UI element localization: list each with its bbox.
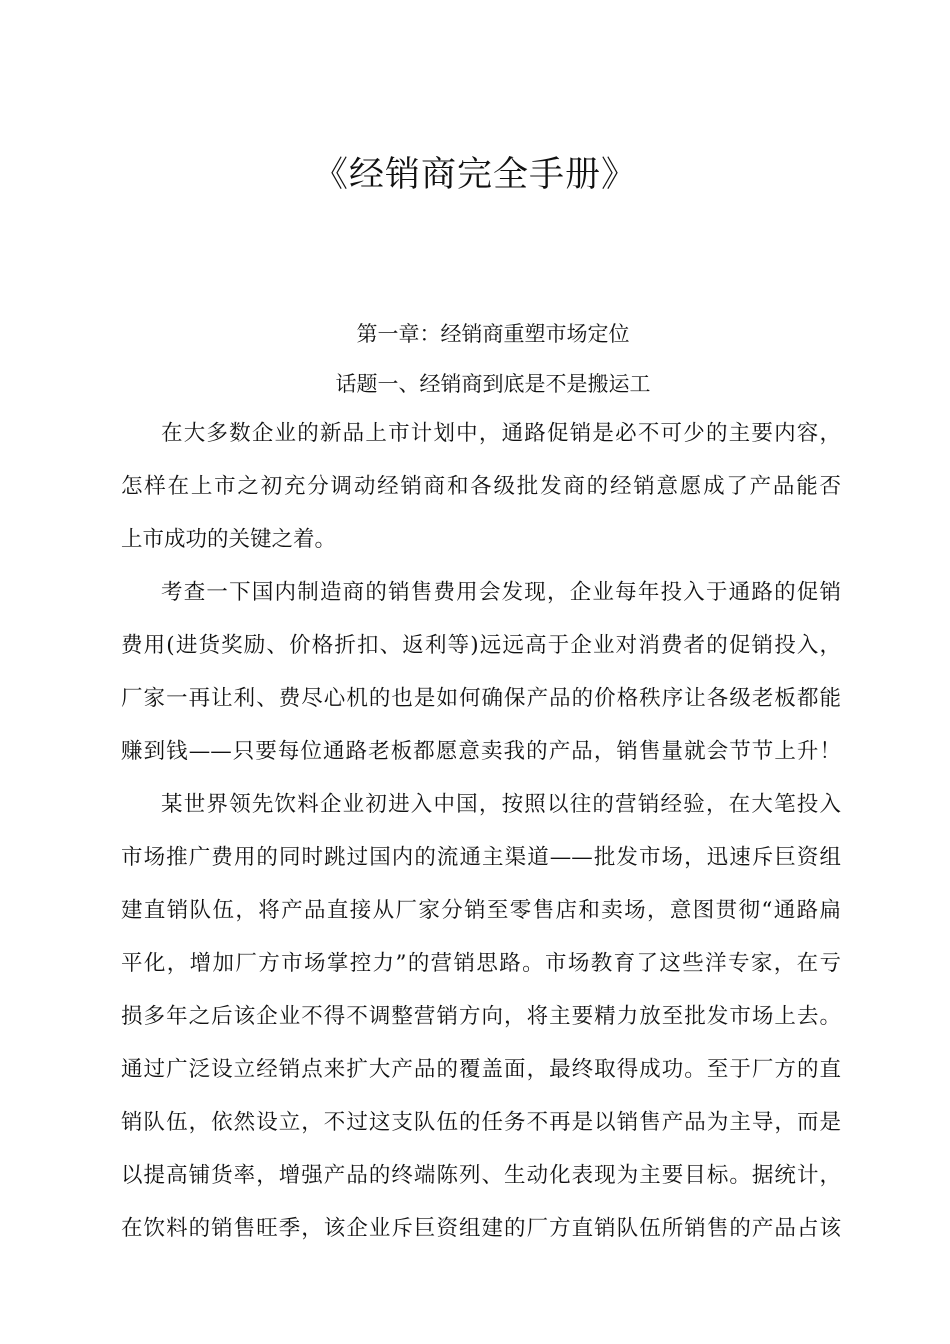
paragraph-line: 在饮料的销售旺季，该企业斥巨资组建的厂方直销队伍所销售的产品占该 xyxy=(121,1216,841,1241)
paragraph-line: 考查一下国内制造商的销售费用会发现，企业每年投入于通路的促销 xyxy=(161,580,841,605)
body-text xyxy=(121,411,841,1259)
paragraph xyxy=(121,411,841,570)
paragraph-line: 上市成功的关键之着。 xyxy=(121,527,337,552)
paragraph-line: 怎样在上市之初充分调动经销商和各级批发商的经销意愿成了产品能否 xyxy=(121,474,841,499)
paragraph-line: 销队伍，依然设立，不过这支队伍的任务不再是以销售产品为主导，而是 xyxy=(121,1110,841,1135)
paragraph-line: 某世界领先饮料企业初进入中国，按照以往的营销经验，在大笔投入 xyxy=(161,792,841,817)
paragraph-line: 市场推广费用的同时跳过国内的流通主渠道——批发市场，迅速斥巨资组 xyxy=(121,845,841,870)
paragraph-line: 建直销队伍，将产品直接从厂家分销至零售店和卖场，意图贯彻“通路扁 xyxy=(121,898,841,923)
paragraph-line: 在大多数企业的新品上市计划中，通路促销是必不可少的主要内容， xyxy=(161,421,841,446)
paragraph xyxy=(121,782,841,1259)
document-title: 《经销商完全手册》 xyxy=(312,155,637,195)
paragraph-line: 赚到钱——只要每位通路老板都愿意卖我的产品，销售量就会节节上升！ xyxy=(121,739,841,764)
paragraph-line: 厂家一再让利、费尽心机的也是如何确保产品的价格秩序让各级老板都能 xyxy=(121,686,841,711)
paragraph-line: 平化，增加厂方市场掌控力”的营销思路。市场教育了这些洋专家，在亏 xyxy=(121,951,841,976)
paragraph xyxy=(121,570,841,782)
paragraph-line: 损多年之后该企业不得不调整营销方向，将主要精力放至批发市场上去。 xyxy=(121,1004,841,1029)
paragraph-line: 以提高铺货率，增强产品的终端陈列、生动化表现为主要目标。据统计， xyxy=(121,1163,841,1188)
topic-heading: 话题一、经销商到底是不是搬运工 xyxy=(335,372,651,396)
paragraph-line: 费用(进货奖励、价格折扣、返利等)远远高于企业对消费者的促销投入， xyxy=(121,633,841,658)
chapter-heading: 第一章：经销商重塑市场定位 xyxy=(356,322,630,346)
paragraph-line: 通过广泛设立经销点来扩大产品的覆盖面，最终取得成功。至于厂方的直 xyxy=(121,1057,841,1082)
